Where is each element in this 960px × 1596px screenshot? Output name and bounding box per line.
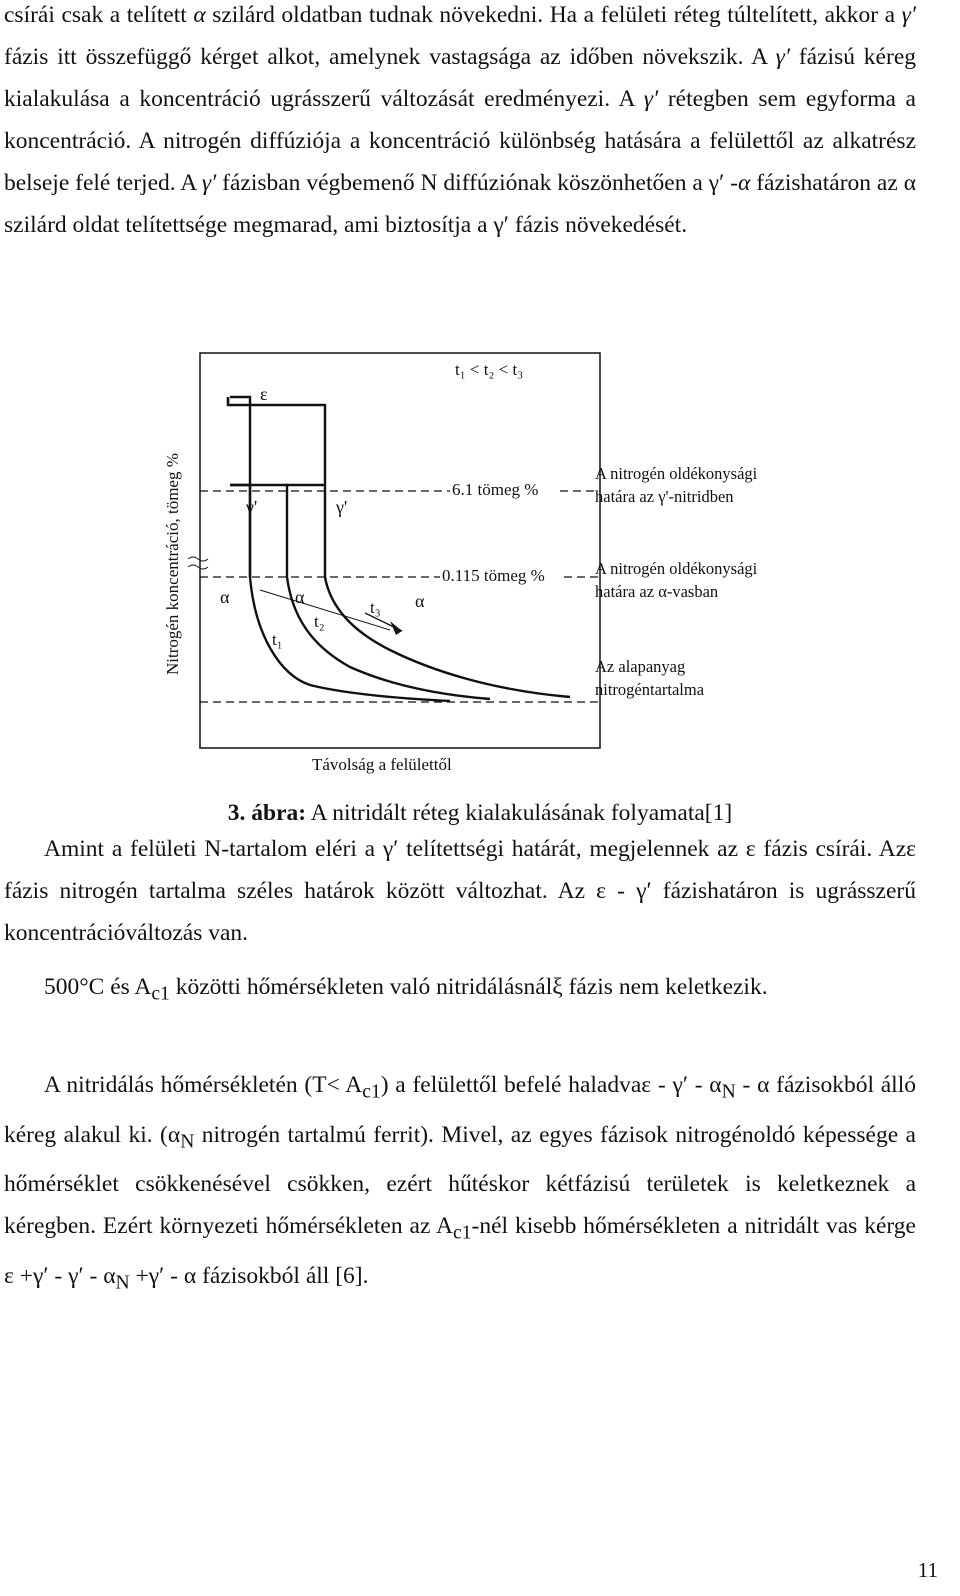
p1-line-8: fázis növekedését. bbox=[514, 212, 688, 238]
figure-caption bbox=[0, 800, 960, 827]
p1-line-3: időben növekszik. A γ′ fázisú kéreg kialakulása a koncentráció ugrásszerű bbox=[4, 44, 916, 112]
gamma-limit-annotation: A nitrogén oldékonysági határa az γ'-nitridben bbox=[595, 464, 758, 506]
nitriding-figure bbox=[150, 345, 758, 780]
alpha-label-1: α bbox=[220, 587, 230, 607]
t2-curve-label: t₂ bbox=[314, 612, 325, 631]
x-axis-label: Távolság a felülettől bbox=[312, 755, 452, 774]
p1-line-4: változását eredményezi. A γ′ rétegben sem egyforma a koncentráció. A bbox=[4, 86, 916, 154]
profile-curve-t1 bbox=[230, 397, 450, 701]
p1-line-6: belseje felé terjed. A γ′ fázisban végbemenő N diffúziónak köszönhetően a γ′ bbox=[4, 170, 725, 196]
p1-line-5: nitrogén diffúziója a koncentráció különbség hatására a felülettől az alkatrész bbox=[163, 128, 917, 154]
alpha-label-3: α bbox=[415, 591, 425, 611]
time-order-label: t₁ < t₂ < t₃ bbox=[455, 360, 524, 379]
caption-label: 3. ábra: bbox=[227, 800, 307, 826]
t1-curve-label: t₁ bbox=[272, 630, 283, 649]
profile-curve-t3 bbox=[228, 397, 570, 697]
t3-curve-label: t₃ bbox=[370, 598, 381, 617]
profile-curve-t2 bbox=[230, 485, 490, 699]
gamma-prime-label-1: γ' bbox=[246, 497, 258, 517]
paragraph-2: Amint a felületi N-tartalom eléri a γ′ telítettségi határát, megjelennek az ε fázis csírái. Azε fázis nitrogén tartalma széles határok között változhat. Az ε - γ′ fázishatáron is ugrásszerű koncentrációváltozás van. bbox=[4, 836, 916, 946]
upper-level-value: 6.1 tömeg % bbox=[452, 480, 539, 499]
figure-frame bbox=[200, 353, 600, 748]
epsilon-label: ε bbox=[260, 384, 268, 404]
y-axis-label: Nitrogén koncentráció, tömeg % bbox=[163, 453, 182, 675]
paragraph-3: 500°C és $A_{c1}$ közötti hőmérsékleten való nitridálásnálξ fázis nem keletkezik. bbox=[44, 974, 768, 1005]
p1-line-7: -α fázishatáron az α szilárd oldat telítettsége megmarad, ami biztosítja a γ′ bbox=[4, 170, 917, 238]
paragraph-4: A nitridálás hőmérsékletén $(T< A_{c1})$ a felülettől befelé haladvaε - $\gamma' - \alpha_N$ - α fázisokból álló kéreg alakul ki. ($\alpha_N$ nitrogén tartalmú ferrit). Mivel, az egyes fázisok nitrogénoldó képessége a hőmérséklet csökkenésével csökken, ezért hűtéskor kétfázisú területek is keletkeznek a kéregben. Ezért környezeti hőmérsékleten az $A_{c1}$-nél kisebb hőmérsékleten a nitridált vas kérge $\varepsilon +\gamma' - \gamma' - \alpha_N +\gamma' - \alpha$ fázisokból áll [6]. bbox=[4, 1072, 916, 1294]
diffusion-arrow-head bbox=[390, 621, 402, 635]
page-number: 11 bbox=[917, 1558, 938, 1582]
base-content-annotation: Az alapanyag nitrogéntartalma bbox=[595, 657, 705, 699]
alpha-label-2: α bbox=[295, 587, 305, 607]
paragraph-1 bbox=[4, 0, 916, 246]
lower-level-value: 0.115 tömeg % bbox=[442, 566, 545, 585]
gamma-prime-label-2: γ' bbox=[336, 497, 348, 517]
axis-break-mark bbox=[188, 557, 208, 569]
p3-subscript: c1 bbox=[151, 983, 170, 1005]
figure-svg bbox=[150, 345, 620, 775]
caption-text: A nitridált réteg kialakulásának folyamata[1] bbox=[306, 800, 733, 826]
p1-line-1: csírái csak a telített α szilárd oldatban tudnak növekedni. Ha a felületi réteg bbox=[4, 2, 721, 28]
p1-line-2: túltelített, akkor a γ′ fázis itt összefüggő kérget alkot, amelynek vastagsága az bbox=[4, 2, 917, 70]
alpha-limit-annotation: A nitrogén oldékonysági határa az α-vasban bbox=[595, 559, 758, 601]
